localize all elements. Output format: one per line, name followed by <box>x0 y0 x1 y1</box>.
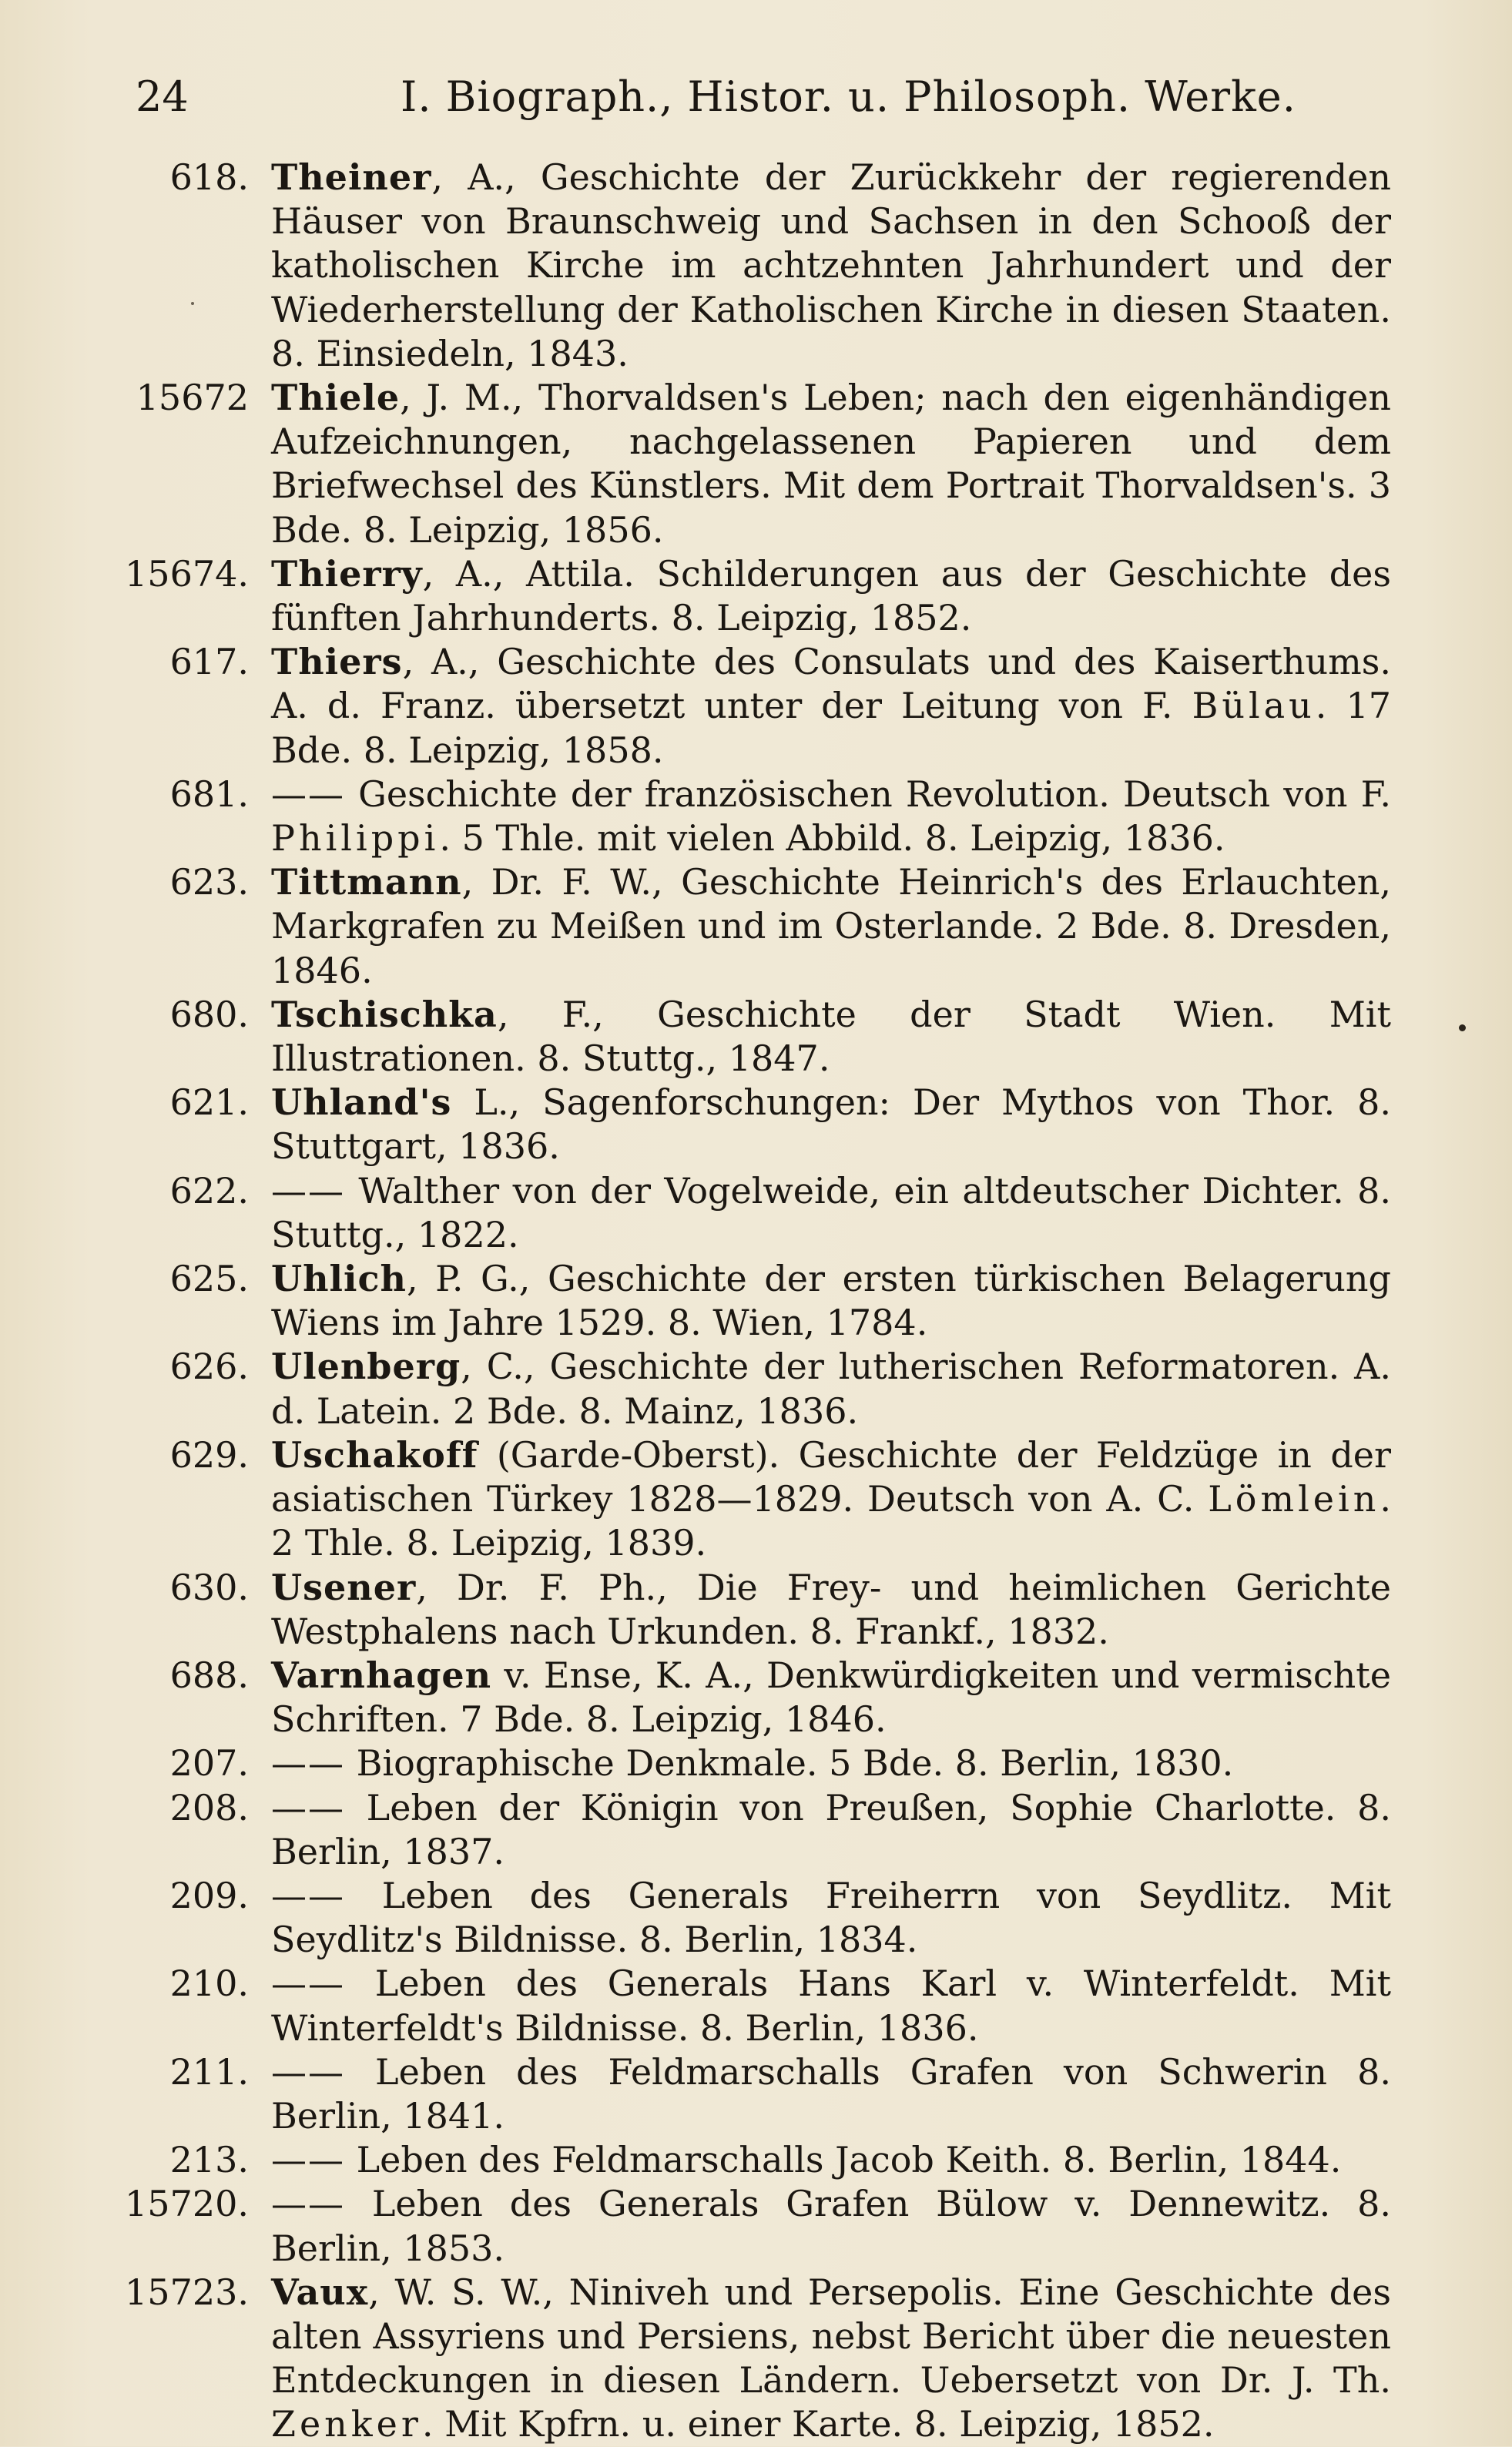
list-item <box>0 1345 1512 1433</box>
entry-description: Biographische Denkmale. 5 Bde. 8. Berlin, 1830. <box>345 1742 1234 1785</box>
entry-description: , A., Geschichte der Zurückkehr der regierenden Häuser von Braunschweig und Sachsen in den Schooß der katholischen Kirche im achtzehnten Jahrhundert und der Wiederherstellung der Katholischen Kirche in diesen Staaten. 8. Einsiedeln, 1843. <box>271 156 1391 374</box>
list-item <box>0 1081 1512 1168</box>
entry-text <box>271 1433 1391 1566</box>
entry-number: 680. <box>169 993 249 1035</box>
entry-number: 211. <box>169 2050 249 2093</box>
entry-text <box>271 1654 1391 1741</box>
entry-description: Leben des Feldmarschalls Grafen von Schwerin 8. Berlin, 1841. <box>271 2050 1391 2137</box>
running-title: I. Biograph., Histor. u. Philosoph. Werke. <box>401 72 1296 121</box>
author-name: Vaux <box>271 2271 369 2313</box>
entry-description: v. Ense, K. A., Denkwürdigkeiten und vermischte Schriften. 7 Bde. 8. Leipzig, 1846. <box>271 1654 1391 1741</box>
entry-description: Leben des Generals Hans Karl v. Winterfeldt. Mit Winterfeldt's Bildnisse. 8. Berlin, 1836. <box>271 1963 1391 2049</box>
entry-number: 210. <box>169 1963 249 2005</box>
entry-description-end: . 2 Thle. 8. Leipzig, 1839. <box>271 1478 1391 1564</box>
entry-description: Leben des Feldmarschalls Jacob Keith. 8. Berlin, 1844. <box>345 2139 1342 2181</box>
author-name: Ulenberg <box>271 1346 461 1388</box>
entry-text <box>271 1741 1391 1785</box>
author-name: Tschischka <box>271 993 498 1035</box>
author-name: Varnhagen <box>271 1654 492 1696</box>
entry-description: L., Sagenforschungen: Der Mythos von Thor. 8. Stuttgart, 1836. <box>271 1081 1391 1168</box>
entry-number: 623. <box>169 861 249 903</box>
entry-description: Leben des Generals Freiherrn von Seydlitz. Mit Seydlitz's Bildnisse. 8. Berlin, 1834. <box>271 1874 1391 1961</box>
entry-text <box>271 376 1391 552</box>
list-item <box>0 1874 1512 1962</box>
entry-number: 15720. <box>125 2183 249 2225</box>
entry-text <box>271 2182 1391 2270</box>
author-name: Thiele <box>271 377 401 419</box>
entry-number: 618. <box>169 156 249 198</box>
translator-name: Philippi <box>271 817 440 860</box>
entry-description-end: . 5 Thle. mit vielen Abbild. 8. Leipzig, 1836. <box>439 817 1225 860</box>
ditto-dash: —— <box>271 773 345 815</box>
entry-text <box>271 1081 1391 1168</box>
list-item <box>0 2182 1512 2270</box>
entry-number: 625. <box>169 1258 249 1300</box>
entry-text <box>271 552 1391 640</box>
entry-description: , J. M., Thorvaldsen's Leben; nach den eigenhändigen Aufzeichnungen, nachgelassenen Papieren und dem Briefwechsel des Künstlers. Mit dem Portrait Thorvaldsen's. 3 Bde. 8. Leipzig, 1856. <box>271 377 1391 551</box>
list-item <box>0 2050 1512 2138</box>
entry-text <box>271 1257 1391 1345</box>
entry-number: 617. <box>169 641 249 683</box>
entry-description: , P. G., Geschichte der ersten türkischen Belagerung Wiens im Jahre 1529. 8. Wien, 1784. <box>271 1258 1391 1344</box>
list-item <box>0 1741 1512 1785</box>
entry-description: , W. S. W., Niniveh und Persepolis. Eine Geschichte des alten Assyriens und Persiens, nebst Bericht über die neuesten Entdeckungen in diesen Ländern. Uebersetzt von Dr. J. Th. <box>271 2271 1391 2402</box>
entry-text <box>271 1874 1391 1962</box>
entry-description: , Dr. F. W., Geschichte Heinrich's des Erlauchten, Markgrafen zu Meißen und im Osterlande. 2 Bde. 8. Dresden, 1846. <box>271 861 1391 991</box>
author-name: Uhland's <box>271 1081 452 1124</box>
list-item <box>0 1566 1512 1654</box>
ditto-dash: —— <box>271 2183 345 2225</box>
entry-text <box>271 640 1391 773</box>
entry-number: 208. <box>169 1786 249 1829</box>
entry-description: Leben der Königin von Preußen, Sophie Charlotte. 8. Berlin, 1837. <box>271 1786 1391 1872</box>
ditto-dash: —— <box>271 1786 345 1829</box>
author-name: Usener <box>271 1566 417 1608</box>
translator-name: Bülau <box>1192 685 1316 727</box>
page-number: 24 <box>136 72 189 121</box>
ditto-dash: —— <box>271 2139 345 2181</box>
ditto-dash: —— <box>271 2050 345 2093</box>
ditto-dash: —— <box>271 1742 345 1785</box>
author-name: Tittmann <box>271 861 462 903</box>
list-item <box>0 2271 1512 2447</box>
entry-number: 622. <box>169 1169 249 1212</box>
entry-text <box>271 773 1391 860</box>
list-item <box>0 773 1512 860</box>
entry-number: 621. <box>169 1081 249 1124</box>
entry-description: , Dr. F. Ph., Die Frey- und heimlichen Gerichte Westphalens nach Urkunden. 8. Frankf., 1832. <box>271 1566 1391 1652</box>
entry-text <box>271 1962 1391 2050</box>
ditto-dash: —— <box>271 1169 345 1212</box>
list-item <box>0 860 1512 993</box>
list-item <box>0 1257 1512 1345</box>
list-item <box>0 156 1512 376</box>
entry-text <box>271 1566 1391 1654</box>
entry-text <box>271 156 1391 376</box>
bibliography-list <box>0 156 1512 2447</box>
entry-description: , A., Attila. Schilderungen aus der Geschichte des fünften Jahrhunderts. 8. Leipzig, 1852. <box>271 552 1391 639</box>
entry-number: 213. <box>169 2139 249 2181</box>
entry-description-end: . 17 Bde. 8. Leipzig, 1858. <box>271 685 1391 771</box>
entry-text <box>271 2138 1391 2182</box>
list-item <box>0 1962 1512 2050</box>
list-item <box>0 1433 1512 1566</box>
entry-number: 15723. <box>125 2271 249 2313</box>
author-name: Thiers <box>271 641 403 683</box>
entry-description: , F., Geschichte der Stadt Wien. Mit Illustrationen. 8. Stuttg., 1847. <box>271 993 1391 1080</box>
entry-number: 15672 <box>136 377 249 419</box>
entry-number: 209. <box>169 1874 249 1916</box>
entry-number: 629. <box>169 1433 249 1476</box>
translator-name: Zenker <box>271 2403 422 2445</box>
entry-text <box>271 2271 1391 2447</box>
ditto-dash: —— <box>271 1874 345 1916</box>
entry-number: 688. <box>169 1654 249 1696</box>
entry-number: 207. <box>169 1742 249 1785</box>
author-name: Uschakoff <box>271 1433 478 1476</box>
ditto-dash: —— <box>271 1963 345 2005</box>
list-item <box>0 552 1512 640</box>
entry-description: Leben des Generals Grafen Bülow v. Dennewitz. 8. Berlin, 1853. <box>271 2183 1391 2269</box>
entry-description: , A., Geschichte des Consulats und des Kaiserthums. A. d. Franz. übersetzt unter der Leitung von F. <box>271 641 1391 727</box>
entry-description: (Garde-Oberst). Geschichte der Feldzüge in der asiatischen Türkey 1828—1829. Deutsch von A. C. <box>271 1433 1391 1520</box>
author-name: Thierry <box>271 552 423 595</box>
list-item <box>0 2138 1512 2182</box>
entry-description-end: . Mit Kpfrn. u. einer Karte. 8. Leipzig, 1852. <box>421 2403 1215 2445</box>
list-item <box>0 640 1512 773</box>
entry-text <box>271 1345 1391 1433</box>
entry-text <box>271 2050 1391 2138</box>
entry-description: Geschichte der französischen Revolution. Deutsch von F. <box>345 773 1391 815</box>
entry-number: 15674. <box>125 552 249 595</box>
entry-text <box>271 1786 1391 1874</box>
entry-text <box>271 1169 1391 1257</box>
list-item <box>0 1169 1512 1257</box>
entry-description: Walther von der Vogelweide, ein altdeutscher Dichter. 8. Stuttg., 1822. <box>271 1169 1391 1255</box>
list-item <box>0 1654 1512 1741</box>
page-header <box>131 66 1394 128</box>
list-item <box>0 1786 1512 1874</box>
entry-text <box>271 860 1391 993</box>
entry-number: 626. <box>169 1346 249 1388</box>
translator-name: Lömlein <box>1208 1478 1380 1520</box>
entry-number: 630. <box>169 1566 249 1608</box>
author-name: Uhlich <box>271 1258 407 1300</box>
entry-number: 681. <box>169 773 249 815</box>
entry-text <box>271 993 1391 1081</box>
list-item <box>0 993 1512 1081</box>
list-item <box>0 376 1512 552</box>
entry-description: , C., Geschichte der lutherischen Reformatoren. A. d. Latein. 2 Bde. 8. Mainz, 1836. <box>271 1346 1391 1432</box>
author-name: Theiner <box>271 156 432 198</box>
